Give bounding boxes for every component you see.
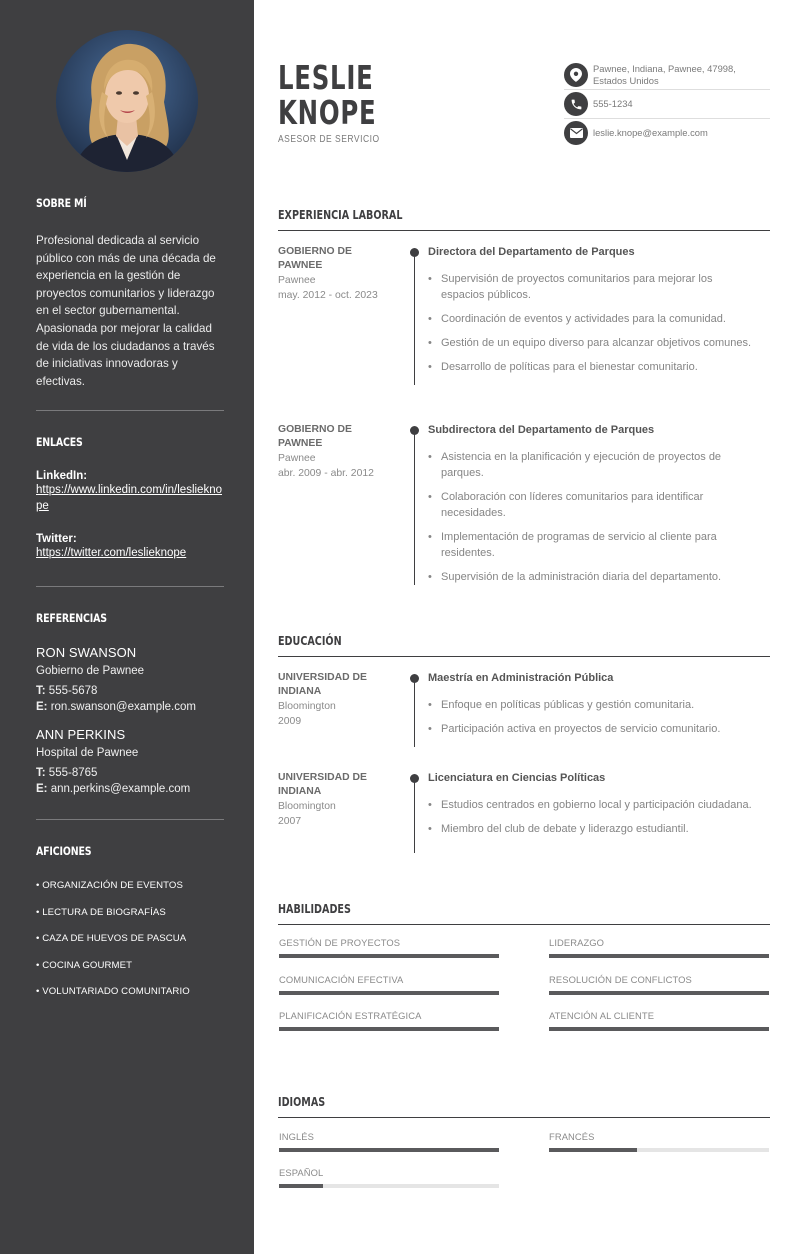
reference-phone: T: 555-5678 [36, 685, 98, 697]
reference-name: ANN PERKINS [36, 727, 126, 742]
map-pin-icon [564, 63, 588, 87]
skill-fill [279, 1027, 499, 1031]
reference-item [36, 727, 190, 797]
bullet-list [428, 797, 758, 837]
date: 2009 [278, 716, 302, 727]
timeline-line [414, 429, 415, 585]
degree-title: Licenciatura en Ciencias Políticas [428, 772, 606, 784]
skill-item [279, 1010, 500, 1031]
link-label: Twitter: [36, 533, 77, 545]
hobby-item: • LECTURA DE BIOGRAFÍAS [36, 906, 166, 918]
role-title: Subdirectora del Departamento de Parques [428, 424, 655, 436]
contact-email [564, 119, 770, 147]
bullet-item: • Desarrollo de políticas para el bienestar comunitario. [428, 359, 758, 375]
bullet-item: • Participación activa en proyectos de servicio comunitario. [428, 721, 758, 737]
hobby-item: • COCINA GOURMET [36, 959, 133, 971]
timeline-dot [410, 674, 419, 683]
hobby-item: • VOLUNTARIADO COMUNITARIO [36, 986, 190, 997]
skill-bar [549, 954, 769, 958]
skill-item [549, 937, 770, 958]
profile-photo [56, 30, 198, 172]
skill-bar [279, 991, 499, 995]
divider [36, 819, 224, 820]
skill-bar [549, 991, 769, 995]
language-item [279, 1167, 500, 1188]
divider [36, 586, 224, 587]
address-text: Pawnee, Indiana, Pawnee, 47998, Estados Unidos [593, 63, 736, 86]
sidebar [0, 0, 254, 1254]
hobby-item: • CAZA DE HUEVOS DE PASCUA [36, 933, 187, 944]
phone-text: 555-1234 [593, 98, 633, 109]
about-text: Profesional dedicada al servicio público con más de una década de experiencia en la gestión de proyectos comunitarios y liderazgo en el sector gubernamental. Apasionada por mejorar la calidad de vida de los ciudadanos a través de iniciativas innovadoras y efectivas. [36, 234, 216, 388]
skill-fill [279, 991, 499, 995]
hobbies-heading: AFICIONES [36, 844, 92, 858]
entry-meta [278, 771, 398, 829]
entry-meta [278, 245, 398, 303]
bullet-item: • Coordinación de eventos y actividades para la comunidad. [428, 311, 758, 327]
timeline-dot [410, 248, 419, 257]
reference-email: E: ron.swanson@example.com [36, 701, 196, 713]
hobbies-list [36, 880, 190, 1013]
divider [36, 410, 224, 411]
bullet-item: • Estudios centrados en gobierno local y participación ciudadana. [428, 797, 758, 813]
experience-heading: EXPERIENCIA LABORAL [278, 206, 770, 231]
language-fill [279, 1148, 499, 1152]
education-entry [278, 771, 770, 853]
bullet-item: • Miembro del club de debate y liderazgo estudiantil. [428, 821, 758, 837]
date-range: abr. 2009 - abr. 2012 [278, 468, 374, 479]
skill-fill [549, 1027, 769, 1031]
entry-details [428, 423, 758, 593]
language-label: FRANCÉS [549, 1131, 595, 1142]
bullet-item: • Asistencia en la planificación y ejecución de proyectos de parques. [428, 449, 758, 481]
email-text: leslie.knope@example.com [593, 127, 708, 138]
entry-meta [278, 671, 398, 729]
timeline-line [414, 251, 415, 385]
experience-entry [278, 423, 770, 585]
bullet-item: • Gestión de un equipo diverso para alcanzar objetivos comunes. [428, 335, 758, 351]
location: Pawnee [278, 275, 316, 286]
bullet-item: • Implementación de programas de servicio al cliente para residentes. [428, 529, 758, 561]
institution: UNIVERSIDAD DE INDIANA [278, 672, 367, 697]
candidate-name: LESLIE KNOPE [278, 58, 377, 132]
timeline-dot [410, 426, 419, 435]
entry-details [428, 245, 758, 383]
avatar [56, 30, 198, 172]
bullet-item: • Supervisión de la administración diaria del departamento. [428, 569, 758, 585]
language-label: INGLÉS [279, 1131, 314, 1142]
language-label: ESPAÑOL [279, 1167, 324, 1178]
skill-bar [549, 1027, 769, 1031]
location: Bloomington [278, 801, 336, 812]
languages-heading: IDIOMAS [278, 1093, 770, 1118]
reference-email: E: ann.perkins@example.com [36, 783, 191, 795]
entry-meta [278, 423, 398, 481]
skill-item [549, 1010, 770, 1031]
reference-phone: T: 555-8765 [36, 767, 98, 779]
language-fill [549, 1148, 637, 1152]
contact-phone [564, 90, 770, 119]
skill-fill [549, 954, 769, 958]
bullet-item: • Colaboración con líderes comunitarios para identificar necesidades. [428, 489, 758, 521]
location: Pawnee [278, 453, 316, 464]
bullet-list [428, 697, 758, 737]
skill-label: ATENCIÓN AL CLIENTE [549, 1010, 655, 1021]
link-item-twitter [36, 533, 226, 561]
entry-details [428, 771, 758, 845]
skill-item [279, 974, 500, 995]
skill-fill [279, 954, 499, 958]
references-heading: REFERENCIAS [36, 611, 107, 625]
education-heading: EDUCACIÓN [278, 632, 770, 657]
experience-entry [278, 245, 770, 385]
language-item [549, 1131, 770, 1152]
language-item [279, 1131, 500, 1152]
job-title: ASESOR DE SERVICIO [278, 134, 380, 145]
location: Bloomington [278, 701, 336, 712]
timeline-dot [410, 774, 419, 783]
about-heading: SOBRE MÍ [36, 196, 87, 210]
skill-fill [549, 991, 769, 995]
language-bar [279, 1184, 499, 1188]
date-range: may. 2012 - oct. 2023 [278, 290, 378, 301]
skills-heading: HABILIDADES [278, 900, 770, 925]
degree-title: Maestría en Administración Pública [428, 672, 614, 684]
linkedin-link[interactable]: https://www.linkedin.com/in/leslieknope [36, 484, 222, 512]
phone-icon [564, 92, 588, 116]
link-label: LinkedIn: [36, 470, 88, 482]
skill-label: COMUNICACIÓN EFECTIVA [279, 974, 404, 985]
organization: GOBIERNO DE PAWNEE [278, 246, 352, 271]
links-heading: ENLACES [36, 435, 83, 449]
organization: GOBIERNO DE PAWNEE [278, 424, 352, 449]
skill-item [549, 974, 770, 995]
date: 2007 [278, 816, 302, 827]
entry-details [428, 671, 758, 745]
bullet-item: • Enfoque en políticas públicas y gestión comunitaria. [428, 697, 758, 713]
twitter-link[interactable]: https://twitter.com/leslieknope [36, 547, 187, 559]
role-title: Directora del Departamento de Parques [428, 246, 635, 258]
hobby-item: • ORGANIZACIÓN DE EVENTOS [36, 880, 183, 891]
envelope-icon [564, 121, 588, 145]
reference-name: RON SWANSON [36, 645, 137, 660]
timeline-line [414, 777, 415, 853]
contact-block [564, 61, 770, 147]
skill-label: GESTIÓN DE PROYECTOS [279, 937, 401, 948]
skill-item [279, 937, 500, 958]
bullet-list [428, 271, 758, 375]
reference-org: Gobierno de Pawnee [36, 665, 145, 677]
link-item-linkedin [36, 470, 226, 514]
institution: UNIVERSIDAD DE INDIANA [278, 772, 367, 797]
language-bar [549, 1148, 769, 1152]
skill-label: RESOLUCIÓN DE CONFLICTOS [549, 974, 692, 985]
skill-bar [279, 954, 499, 958]
contact-address [564, 61, 770, 90]
reference-org: Hospital de Pawnee [36, 747, 139, 759]
language-fill [279, 1184, 323, 1188]
education-entry [278, 671, 770, 747]
bullet-item: • Supervisión de proyectos comunitarios para mejorar los espacios públicos. [428, 271, 758, 303]
skill-label: LIDERAZGO [549, 937, 605, 948]
bullet-list [428, 449, 758, 585]
language-bar [279, 1148, 499, 1152]
reference-item [36, 645, 196, 715]
timeline-line [414, 677, 415, 747]
skill-label: PLANIFICACIÓN ESTRATÉGICA [279, 1010, 422, 1021]
skill-bar [279, 1027, 499, 1031]
